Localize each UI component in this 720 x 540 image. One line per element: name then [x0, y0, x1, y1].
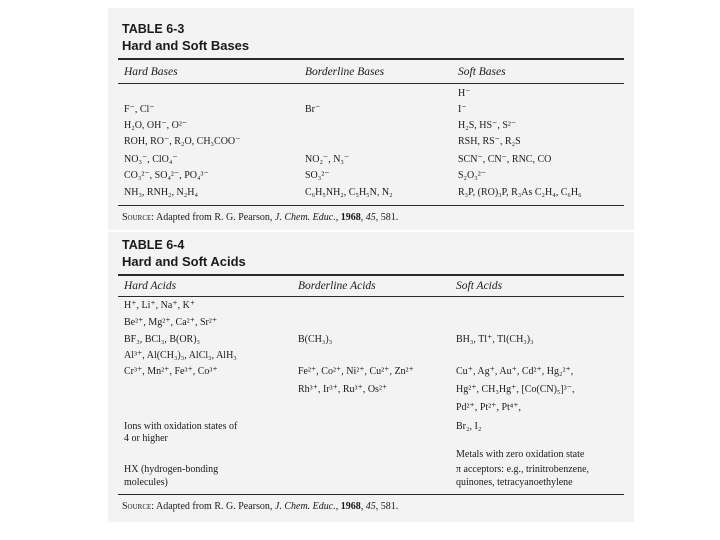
table-cell: H₂O, OH⁻, O²⁻	[124, 120, 188, 131]
top-rule	[118, 58, 624, 60]
table-cell: Hg²⁺, CH₃Hg⁺, [Co(CN)₅]³⁻,	[456, 384, 575, 395]
source-journal: J. Chem. Educ.	[274, 501, 336, 512]
source-journal: J. Chem. Educ.	[274, 212, 336, 223]
table-cell: H⁺, Li⁺, Na⁺, K⁺	[124, 300, 196, 311]
table-cell: Metals with zero oxidation state	[456, 449, 585, 460]
column-header-borderline-acids: Borderline Acids	[298, 280, 376, 292]
table-cell: Br⁻	[305, 104, 321, 115]
table-cell: NH₃, RNH₂, N₂H₄	[124, 187, 198, 198]
table-cell: Be²⁺, Mg²⁺, Ca²⁺, Sr²⁺	[124, 317, 218, 328]
column-header-soft-bases: Soft Bases	[458, 66, 506, 78]
source-label: Source	[122, 212, 152, 223]
table-cell: Pd²⁺, Pt²⁺, Pt⁴⁺,	[456, 402, 522, 413]
table-number: TABLE 6-4	[122, 238, 185, 252]
table-title: Hard and Soft Acids	[122, 254, 246, 269]
table-title: Hard and Soft Bases	[122, 38, 250, 53]
table-cell: H₂S, HS⁻, S²⁻	[458, 120, 517, 131]
source-volume: 45	[365, 212, 376, 223]
table-cell: SO₃²⁻	[305, 170, 330, 181]
column-header-soft-acids: Soft Acids	[456, 280, 503, 292]
source-volume: 45	[365, 501, 376, 512]
table-cell: BF₃, BCl₃, B(OR)₃	[124, 334, 201, 345]
top-rule	[118, 274, 624, 276]
header-rule	[118, 296, 624, 297]
table-cell: Cr³⁺, Mn²⁺, Fe³⁺, Co³⁺	[124, 366, 218, 377]
table-cell: Al³⁺, Al(CH₃)₃, AlCl₃, AlH₃	[124, 350, 237, 361]
table-cell: quinones, tetracyanoethylene	[456, 477, 573, 488]
table-number: TABLE 6-3	[122, 22, 185, 36]
table-cell: H⁻	[458, 88, 471, 99]
source-text: : Adapted from R. G. Pearson,	[151, 212, 275, 223]
table-cell: Rh³⁺, Ir³⁺, Ru³⁺, Os²⁺	[298, 384, 388, 395]
table-cell: 4 or higher	[124, 433, 168, 444]
table-cell: Br₂, I₂	[456, 421, 482, 432]
source-text: : Adapted from R. G. Pearson,	[151, 501, 275, 512]
source-page: , 581.	[375, 501, 399, 512]
table-cell: I⁻	[458, 104, 467, 115]
table-cell: B(CH₃)₃	[298, 334, 333, 345]
table-cell: NO₃⁻, ClO₄⁻	[124, 154, 178, 165]
source-note: Source: Adapted from R. G. Pearson, J. Chem. Educ., 1968, 45, 581.	[122, 501, 399, 512]
table-cell: CO₃²⁻, SO₄²⁻, PO₄³⁻	[124, 170, 209, 181]
table-cell: ROH, RO⁻, R₂O, CH₃COO⁻	[124, 136, 241, 147]
table-cell: F⁻, Cl⁻	[124, 104, 155, 115]
source-year: 1968	[340, 501, 361, 512]
table-cell: HX (hydrogen-bonding	[124, 464, 219, 475]
table-cell: SCN⁻, CN⁻, RNC, CO	[458, 154, 552, 165]
source-page: , 581.	[375, 212, 399, 223]
bottom-rule	[118, 494, 624, 495]
column-header-borderline-bases: Borderline Bases	[305, 66, 385, 78]
table-cell: C₆H₅NH₂, C₅H₅N, N₂	[305, 187, 393, 198]
column-header-hard-acids: Hard Acids	[124, 280, 177, 292]
table-cell: Cu⁺, Ag⁺, Au⁺, Cd²⁺, Hg₂²⁺,	[456, 366, 574, 377]
table-cell: Fe²⁺, Co²⁺, Ni²⁺, Cu²⁺, Zn²⁺	[298, 366, 414, 377]
table-cell: π acceptors: e.g., trinitrobenzene,	[456, 464, 590, 475]
source-label: Source	[122, 501, 152, 512]
table-cell: Ions with oxidation states of	[124, 421, 238, 432]
source-note: Source: Adapted from R. G. Pearson, J. Chem. Educ., 1968, 45, 581.	[122, 212, 399, 223]
table-cell: BH₃, Tl⁺, Tl(CH₃)₃	[456, 334, 534, 345]
table-cell: R₃P, (RO)₃P, R₃As C₂H₄, C₆H₆	[458, 187, 582, 198]
table-cell: S₂O₃²⁻	[458, 170, 487, 181]
header-rule	[118, 83, 624, 84]
column-header-hard-bases: Hard Bases	[124, 66, 178, 78]
bottom-rule	[118, 205, 624, 206]
table-cell: molecules)	[124, 477, 168, 488]
table-cell: NO₂⁻, N₃⁻	[305, 154, 350, 165]
table-cell: RSH, RS⁻, R₂S	[458, 136, 521, 147]
source-year: 1968	[340, 212, 361, 223]
